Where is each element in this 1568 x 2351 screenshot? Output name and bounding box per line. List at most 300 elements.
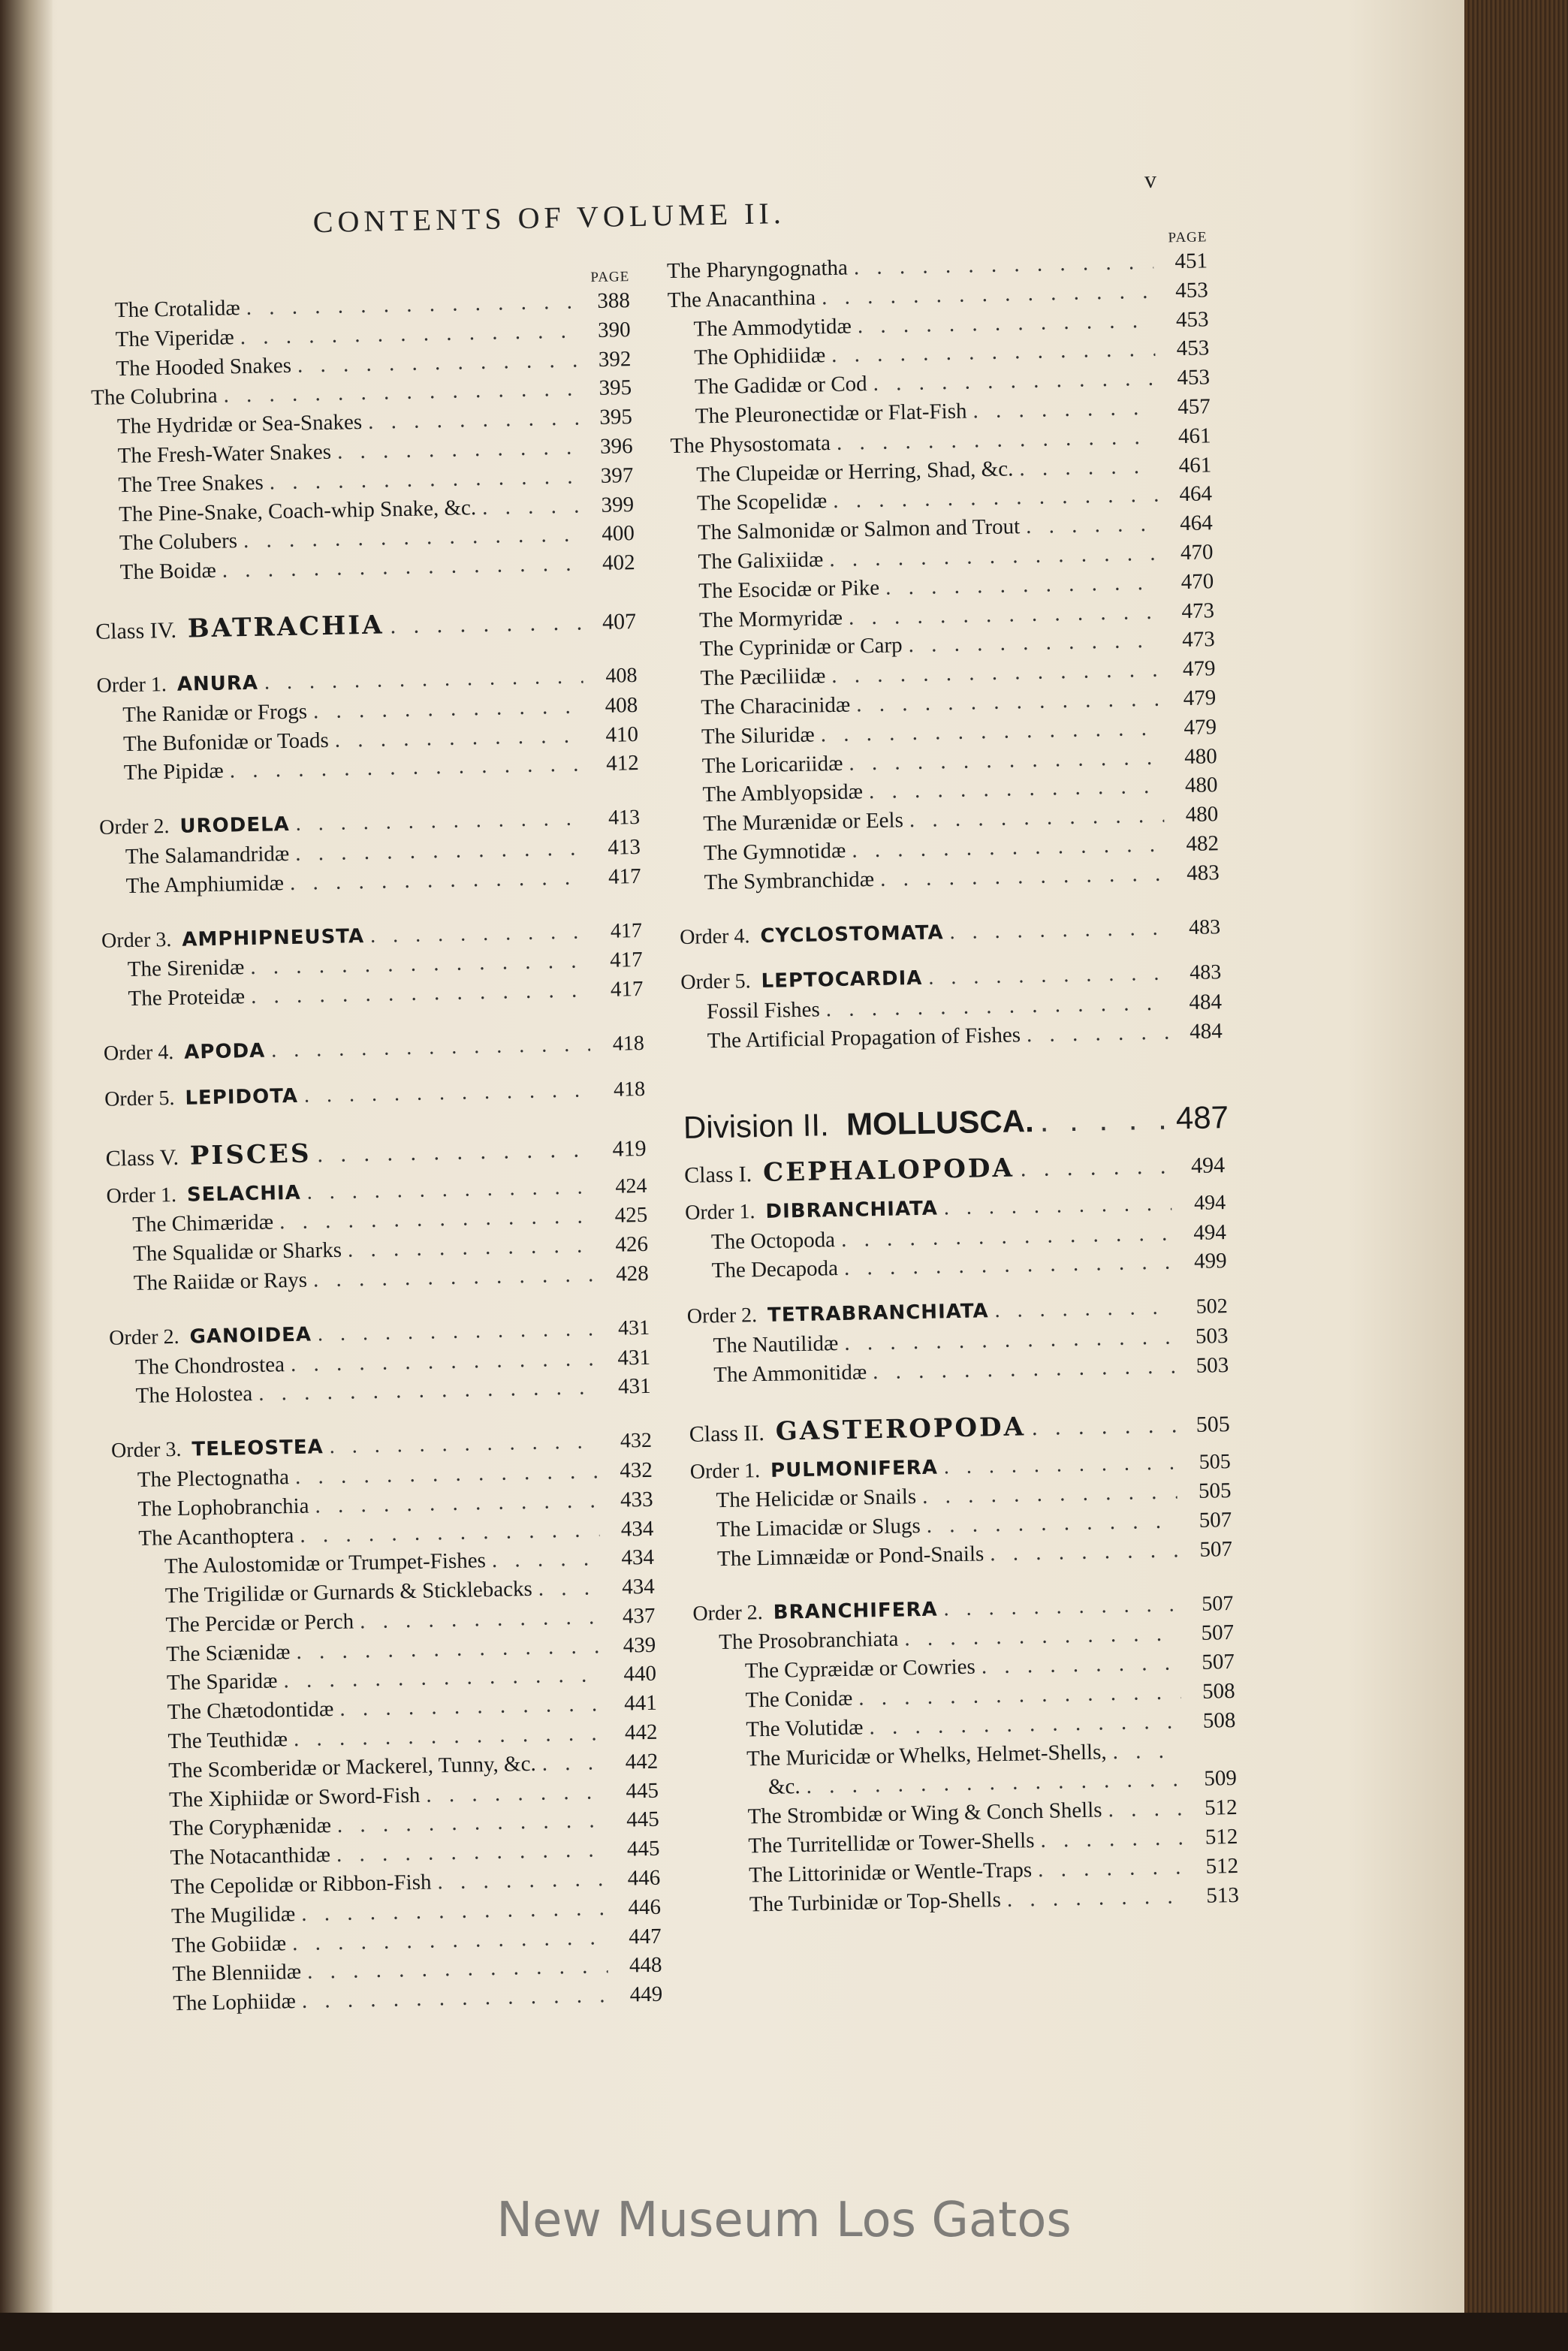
toc-page-number: 396 [599, 434, 633, 459]
leader-dots [949, 916, 1166, 945]
toc-page-number: 494 [1193, 1219, 1227, 1245]
leader-dots [1039, 1100, 1170, 1138]
leader-dots [852, 833, 1165, 864]
leader-dots [922, 1480, 1178, 1510]
leader-dots [368, 406, 578, 435]
toc-entry-title: The Trigilidæ or Gurnards & Sticklebacks [164, 1577, 533, 1608]
toc-heading [687, 1299, 989, 1329]
leader-dots [279, 1204, 594, 1235]
leader-dots [856, 687, 1162, 718]
toc-page-number: 417 [610, 977, 644, 1002]
toc-entry-title: The Artificial Propagation of Fishes [707, 1023, 1021, 1053]
toc-entry-title: The Acanthoptera [138, 1523, 294, 1551]
toc-entry-title: The Cepolidæ or Ribbon-Fish [170, 1870, 432, 1900]
toc-entry-title: The Gobiidæ [171, 1931, 287, 1958]
toc-heading-prefix: Class II. [689, 1420, 765, 1447]
leader-dots [339, 1692, 603, 1722]
leader-dots [317, 1137, 593, 1168]
toc-heading-prefix: Order 1. [684, 1199, 755, 1225]
toc-entry-title: The Turbinidæ or Top-Shells [749, 1887, 1002, 1917]
toc-page-number: 453 [1174, 278, 1209, 303]
toc-entry-title: The Gadidæ or Cod [694, 372, 867, 399]
toc-page-number: 487 [1175, 1099, 1229, 1136]
toc-page-number: 453 [1175, 306, 1209, 332]
toc-page-number: 482 [1186, 831, 1220, 856]
toc-page-number: 484 [1189, 1019, 1223, 1044]
toc-page-number: 507 [1201, 1620, 1235, 1646]
toc-entry-title: The Limacidæ or Slugs [716, 1514, 921, 1542]
toc-page-number: 440 [623, 1662, 657, 1687]
page-folio: v [1144, 165, 1157, 193]
toc-entry-title: The Viperidæ [115, 325, 235, 352]
toc-heading-prefix: Order 3. [101, 927, 172, 953]
toc-entry-title: The Colubers [119, 529, 238, 556]
toc-page-number: 425 [614, 1203, 648, 1228]
toc-entry-title: The Boidæ [119, 558, 217, 585]
toc-page-number: 509 [1203, 1766, 1238, 1792]
toc-entry-title: The Conidæ [745, 1686, 853, 1713]
toc-entry-title: The Ophidiidæ [694, 343, 826, 370]
toc-entry-title: The Coryphænidæ [169, 1813, 332, 1841]
toc-heading-name: DIBRANCHIATA [765, 1197, 939, 1223]
leader-dots [360, 1605, 602, 1634]
toc-entry-title: The Blenniidæ [172, 1960, 302, 1987]
toc-page-number: 392 [598, 346, 632, 372]
toc-entry-title: The Chimæridæ [132, 1210, 274, 1237]
leader-dots [844, 1250, 1173, 1281]
toc-entry-title: The Plectognatha [137, 1465, 290, 1492]
toc-page-number: 449 [629, 1982, 663, 2007]
toc-page-number: 499 [1193, 1249, 1227, 1274]
toc-heading [692, 1597, 938, 1626]
leader-dots [295, 807, 586, 836]
toc-page-number: 464 [1179, 481, 1213, 507]
toc-page-number: 400 [602, 521, 635, 547]
toc-heading-prefix: Order 2. [686, 1304, 758, 1329]
toc-page-number: 457 [1177, 394, 1211, 420]
toc-page-number: 451 [1174, 249, 1208, 274]
toc-entry-title: The Siluridæ [701, 722, 815, 749]
toc-page-number: 431 [617, 1345, 651, 1370]
toc-page-number: 505 [1196, 1411, 1231, 1437]
toc-entry-title: The Sciænidæ [166, 1639, 291, 1666]
leader-dots [426, 1780, 605, 1808]
toc-heading [109, 1322, 312, 1350]
toc-entry-title: The Amphiumidæ [125, 870, 285, 898]
leader-dots [831, 658, 1162, 689]
toc-page-number: 480 [1185, 802, 1219, 827]
toc-page-number: 437 [622, 1603, 656, 1629]
page-column-label: PAGE [1168, 229, 1208, 246]
toc-heading [104, 1039, 266, 1066]
toc-page-number: 447 [628, 1924, 662, 1949]
toc-entry-title: The Scomberidæ or Mackerel, Tunny, &c. [168, 1751, 536, 1783]
toc-page-number: 434 [620, 1516, 654, 1542]
toc-page-number: 413 [608, 834, 641, 860]
toc-page-number [1188, 1756, 1236, 1757]
toc-page-number: 512 [1205, 1853, 1239, 1879]
toc-entry-title: The Tree Snakes [118, 470, 264, 498]
toc-page-number: 407 [602, 609, 637, 634]
toc-heading-name: URODELA [179, 813, 291, 838]
toc-entry-title: The Salmonidæ or Salmon and Trout [697, 514, 1021, 545]
toc-page-number: 432 [619, 1457, 653, 1483]
toc-page-number: 399 [601, 492, 635, 517]
toc-page-number: 412 [605, 751, 640, 776]
toc-heading-prefix: Order 3. [110, 1437, 182, 1463]
toc-page-number: 470 [1181, 569, 1214, 594]
leader-dots [337, 435, 579, 464]
toc-page-number: 507 [1199, 1536, 1233, 1562]
leader-dots [943, 1593, 1179, 1621]
leader-dots [822, 279, 1154, 310]
leader-dots [348, 1233, 595, 1262]
toc-page-number: 419 [612, 1135, 647, 1162]
toc-page-number: 408 [605, 692, 638, 718]
leader-dots [315, 1488, 599, 1518]
toc-page-number: 431 [617, 1316, 650, 1340]
toc-entry-title: The Anacanthina [667, 285, 816, 312]
leader-dots [1040, 1825, 1184, 1853]
toc-page-number: 445 [626, 1807, 660, 1833]
toc-heading [684, 1153, 1015, 1189]
toc-heading [111, 1435, 324, 1463]
toc-entry-title: The Littorinidæ or Wentle-Traps [748, 1858, 1033, 1888]
toc-page-number: 513 [1205, 1882, 1240, 1908]
toc-entry-title: The Bufonidæ or Toads [122, 728, 330, 756]
leader-dots [297, 348, 577, 378]
toc-page-number: 417 [610, 918, 643, 943]
toc-page-number: 426 [615, 1232, 649, 1257]
toc-heading-prefix: Class IV. [95, 617, 177, 644]
toc-entry-title: The Amblyopsidæ [702, 779, 864, 807]
toc-entry-title: The Pine-Snake, Coach-whip Snake, &c. [118, 495, 477, 526]
toc-entry-title: The Characinidæ [700, 692, 851, 720]
leader-dots [909, 803, 1165, 833]
leader-dots [869, 1709, 1182, 1740]
leader-dots [334, 723, 584, 752]
toc-entry-title: The Lophiidæ [172, 1989, 297, 2016]
leader-dots [329, 1430, 598, 1459]
toc-entry-title: The Sirenidæ [127, 955, 245, 982]
leader-dots [926, 1509, 1178, 1539]
leader-dots [301, 1983, 608, 2014]
toc-page-number: 390 [597, 317, 631, 342]
toc-heading-name: TETRABRANCHIATA [767, 1300, 989, 1327]
toc-heading-name: LEPIDOTA [185, 1084, 299, 1110]
leader-dots [390, 610, 582, 639]
leader-dots [336, 1837, 606, 1867]
toc-entry-title: The Chætodontidæ [167, 1697, 334, 1725]
leader-dots [880, 861, 1165, 891]
watermark: New Museum Los Gatos [496, 2193, 1072, 2248]
toc-page-number: 402 [602, 550, 635, 576]
toc-entry-title: The Mugilidæ [170, 1901, 296, 1929]
toc-entry-title: The Loricariidæ [701, 751, 843, 778]
toc-page-number: 484 [1189, 990, 1223, 1015]
toc-page-number: 473 [1181, 627, 1215, 653]
toc-heading-prefix: Class V. [105, 1144, 179, 1171]
toc-heading-prefix: Division II. [683, 1106, 830, 1145]
toc-entry-title: The Hydridæ or Sea-Snakes [116, 410, 363, 439]
toc-page-number: 453 [1176, 336, 1210, 361]
toc-page-number: 439 [623, 1632, 656, 1658]
leader-dots [1108, 1797, 1184, 1823]
leader-dots [972, 396, 1156, 424]
leader-dots [313, 1262, 595, 1292]
leader-dots [313, 694, 584, 724]
toc-page-number: 512 [1204, 1795, 1238, 1821]
leader-dots [831, 337, 1156, 368]
toc-heading [101, 924, 365, 954]
toc-heading-name: CYCLOSTOMATA [760, 921, 944, 948]
toc-entry-title: The Cypræidæ or Cowries [744, 1654, 976, 1683]
toc-entry-title: The Esocidæ or Pike [698, 575, 880, 604]
toc-page-number: 480 [1184, 773, 1218, 798]
toc-page-number: 479 [1183, 686, 1217, 711]
toc-page-number: 483 [1186, 860, 1220, 885]
toc-page-number: 505 [1199, 1449, 1231, 1474]
leader-dots [292, 1925, 608, 1956]
toc-page-number: 461 [1178, 452, 1212, 478]
toc-page-number: 507 [1202, 1650, 1235, 1675]
leader-dots [1020, 1153, 1171, 1182]
toc-heading-name: GANOIDEA [189, 1323, 312, 1349]
toc-entry-title: The Helicidæ or Snails [716, 1484, 917, 1513]
toc-entry-title: The Hooded Snakes [116, 353, 292, 381]
toc-page-number: 505 [1198, 1478, 1232, 1504]
toc-entry-title: The Mormyridæ [698, 605, 843, 632]
toc-page-number: 445 [626, 1778, 659, 1804]
toc-page-number: 483 [1189, 960, 1222, 985]
toc-entry-title: The Ammodytidæ [693, 314, 852, 342]
leader-dots [437, 1867, 606, 1894]
leader-dots [538, 1575, 601, 1602]
toc-entry-title: The Crotalidæ [114, 296, 241, 323]
toc-entry-title: The Symbranchidæ [704, 867, 875, 895]
leader-dots [304, 1078, 592, 1108]
toc-heading-prefix: Class I. [683, 1161, 752, 1188]
toc-entry-title: The Octopoda [710, 1227, 836, 1254]
toc-page-number: 442 [625, 1749, 659, 1774]
leader-dots [482, 493, 580, 520]
toc-entry-title: The Pipidæ [123, 758, 225, 785]
toc-page-number: 512 [1205, 1825, 1238, 1849]
toc-page-number: 418 [612, 1031, 645, 1056]
leader-dots [990, 1538, 1178, 1566]
toc-heading-prefix: Order 1. [106, 1183, 177, 1208]
toc-heading [105, 1138, 312, 1172]
toc-heading-name: MOLLUSCA. [846, 1102, 1035, 1142]
leader-dots [337, 1809, 605, 1839]
toc-page-number: 413 [608, 806, 641, 830]
toc-page-number: 470 [1180, 540, 1214, 565]
leader-dots [300, 1518, 600, 1548]
toc-page-number: 446 [628, 1894, 662, 1920]
toc-heading-name: BATRACHIA [187, 610, 384, 644]
toc-page-number: 479 [1184, 714, 1217, 740]
toc-heading-prefix: Order 1. [689, 1458, 761, 1484]
toc-entry-title: The Strombidæ or Wing & Conch Shells [747, 1798, 1102, 1829]
toc-heading [104, 1084, 298, 1112]
leader-dots [269, 464, 579, 495]
leader-dots [1027, 1020, 1168, 1047]
toc-entry-title: The Colubrina [90, 384, 218, 411]
leader-dots [1032, 1412, 1177, 1441]
toc-heading-prefix: Order 5. [104, 1086, 175, 1111]
toc-page-number: 408 [605, 664, 638, 688]
leader-dots [370, 920, 589, 948]
toc-page-number: 445 [626, 1837, 660, 1861]
toc-heading [95, 610, 384, 645]
toc-page-number: 410 [605, 722, 639, 747]
toc-page-number: 502 [1196, 1295, 1229, 1319]
toc-page-number: 434 [621, 1574, 656, 1599]
toc-page-number: 417 [609, 948, 644, 973]
leader-dots [296, 1634, 602, 1665]
toc-page-number: 508 [1202, 1679, 1235, 1704]
toc-heading-prefix: Order 2. [98, 815, 170, 839]
leader-dots [837, 424, 1157, 455]
leader-dots [981, 1651, 1181, 1680]
leader-dots [492, 1546, 601, 1573]
toc-page-number: 483 [1188, 915, 1221, 939]
toc-heading-prefix: Order 4. [103, 1040, 174, 1065]
leader-dots [928, 962, 1167, 990]
toc-page-number: 434 [621, 1545, 655, 1570]
toc-entry-title: The Teuthidæ [167, 1727, 288, 1754]
toc-heading [685, 1196, 938, 1225]
toc-entry-title: The Percidæ or Perch [165, 1609, 354, 1638]
toc-heading [690, 1455, 939, 1484]
toc-page-number: 453 [1177, 365, 1211, 390]
toc-entry-title: The Aulostomidæ or Trumpet-Fishes [164, 1548, 487, 1579]
toc-entry-title: The Clupeidæ or Herring, Shad, &c. [696, 456, 1014, 487]
leader-dots [291, 1346, 597, 1377]
leader-dots [829, 541, 1159, 572]
toc-entry-title: Fossil Fishes [706, 997, 821, 1024]
toc-entry-title: The Galixiidæ [698, 547, 824, 574]
toc-heading [96, 671, 258, 698]
toc-entry-title: The Squalidæ or Sharks [132, 1237, 342, 1267]
leader-dots [1112, 1738, 1182, 1765]
toc-heading-prefix: Order 2. [692, 1600, 764, 1626]
toc-heading [689, 1412, 1026, 1448]
leader-dots [290, 865, 587, 896]
toc-entry-title: The Limnæidæ or Pond-Snails [716, 1542, 985, 1572]
leader-dots [849, 745, 1163, 776]
page-title: CONTENTS OF VOLUME II. [312, 196, 786, 240]
toc-page-number: 479 [1182, 656, 1216, 682]
toc-page-number: 473 [1181, 598, 1215, 623]
toc-page-number: 480 [1184, 743, 1217, 769]
leader-dots [1038, 1855, 1185, 1882]
left-column [89, 269, 662, 2021]
toc-page-number: 432 [620, 1428, 653, 1453]
toc-page-number: 507 [1199, 1508, 1232, 1533]
leader-dots [301, 1896, 607, 1927]
leader-dots [271, 1032, 590, 1062]
leader-dots [944, 1192, 1172, 1220]
toc-page-number: 507 [1202, 1591, 1234, 1616]
toc-entry-title: The Pleuronectidæ or Flat-Fish [695, 399, 967, 429]
toc-page-number: 424 [615, 1174, 647, 1198]
toc-heading-name: CEPHALOPODA [762, 1153, 1015, 1188]
toc-heading [680, 921, 944, 950]
toc-entry-title: The Chondrostea [134, 1352, 285, 1379]
leader-dots [294, 1721, 604, 1752]
page-column-label: PAGE [590, 269, 630, 286]
leader-dots [858, 1680, 1181, 1711]
leader-dots [904, 1622, 1180, 1652]
toc-entry-title: The Xiphiidæ or Sword-Fish [168, 1783, 421, 1812]
toc-page-number: 428 [615, 1261, 650, 1286]
leader-dots [1019, 454, 1158, 481]
toc-heading-name: ANURA [176, 671, 259, 696]
leader-dots [944, 1451, 1177, 1479]
toc-heading-name: BRANCHIFERA [773, 1598, 938, 1624]
toc-heading-name: PISCES [189, 1138, 312, 1171]
toc-page-number: 508 [1202, 1707, 1236, 1733]
leader-dots [295, 1459, 599, 1490]
toc-entry-title: &c. [767, 1774, 801, 1800]
toc-heading-name: AMPHIPNEUSTA [182, 924, 365, 951]
toc-entry-title: The Salamandridæ [125, 841, 290, 870]
toc-page-number: 395 [599, 405, 633, 430]
toc-entry-title: The Fresh-Water Snakes [117, 439, 332, 469]
toc-heading [683, 1103, 1035, 1146]
toc-page-number: 441 [623, 1691, 658, 1716]
leader-dots [873, 1354, 1175, 1385]
leader-dots [283, 1663, 602, 1694]
toc-heading-prefix: Order 4. [679, 924, 750, 949]
toc-page-number: 464 [1179, 511, 1214, 536]
toc-entry-title: The Notacanthidæ [170, 1843, 331, 1870]
toc-page-number: 494 [1190, 1152, 1226, 1178]
toc-heading-name: LEPTOCARDIA [761, 967, 923, 993]
toc-heading-prefix: Order 1. [96, 673, 167, 698]
leader-dots [318, 1317, 596, 1346]
toc-entry-title: The Proteidæ [128, 984, 246, 1011]
toc-heading [680, 966, 923, 995]
toc-entry-title: The Decapoda [711, 1256, 839, 1283]
toc-heading-name: SELACHIA [186, 1181, 301, 1207]
toc-entry-title: The Scopelidæ [696, 489, 828, 516]
leader-dots [994, 1296, 1174, 1324]
toc-entry-title: The Nautilidæ [713, 1331, 839, 1358]
leader-dots [833, 483, 1158, 514]
toc-page-number: 388 [597, 288, 631, 313]
leader-dots [541, 1750, 604, 1777]
leader-dots [908, 628, 1161, 658]
toc-heading-name: TELEOSTEA [191, 1436, 324, 1461]
toc-entry-title: The Muricidæ or Whelks, Helmet-Shells, [746, 1739, 1107, 1771]
toc-entry-title: The Volutidæ [746, 1715, 864, 1742]
toc-heading-name: PULMONIFERA [770, 1456, 939, 1482]
toc-entry-title: The Holostea [135, 1382, 253, 1409]
toc-entry-title: The Gymnotidæ [703, 838, 846, 866]
toc-entry-title: The Ranidæ or Frogs [122, 699, 308, 727]
leader-dots [246, 290, 576, 321]
toc-entry-title: The Physostomata [670, 430, 831, 458]
toc-page-number: 395 [599, 375, 632, 401]
leader-dots [869, 774, 1164, 805]
toc-page-number: 461 [1178, 423, 1211, 448]
leader-dots [1026, 512, 1159, 539]
toc-heading-prefix: Order 5. [680, 969, 751, 995]
toc-entry-title: The Sparidæ [166, 1668, 278, 1695]
toc-page-number: 503 [1196, 1352, 1229, 1378]
